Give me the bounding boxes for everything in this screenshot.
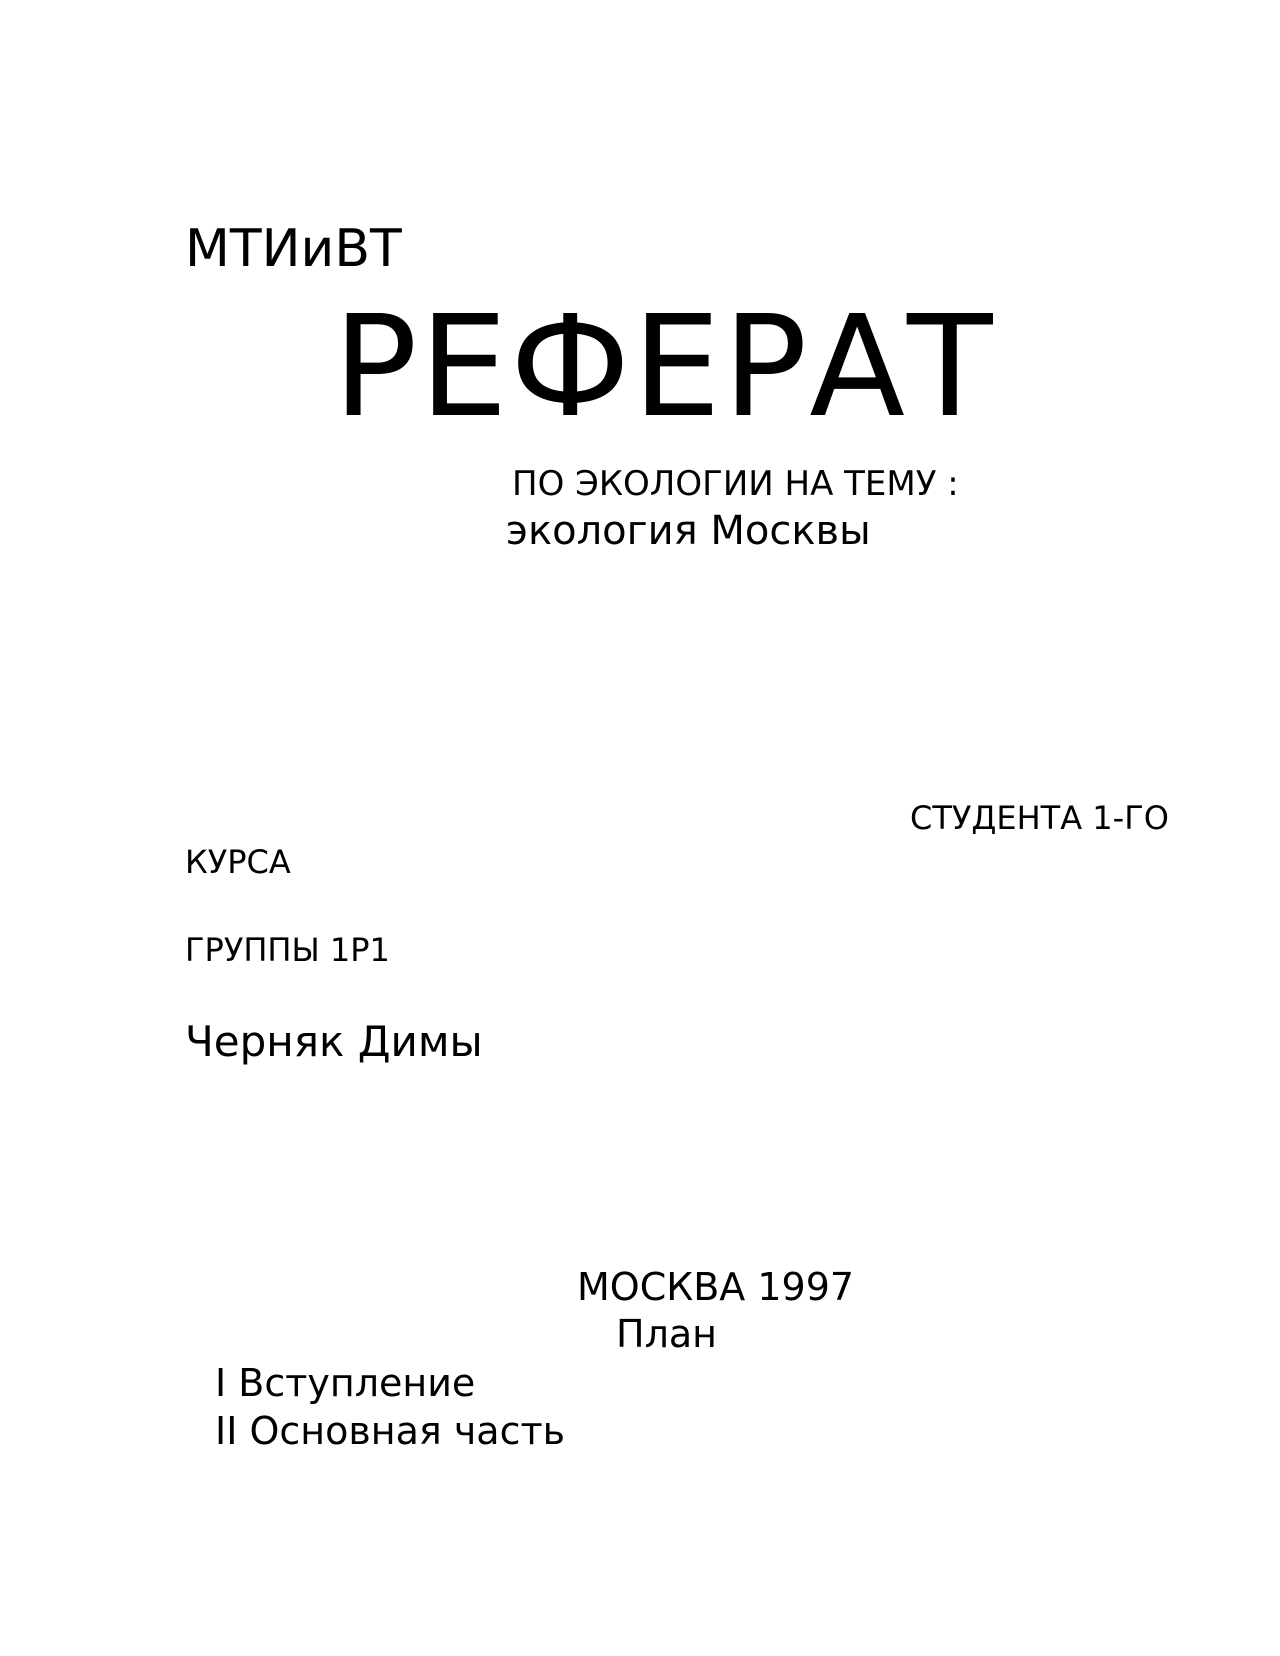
institute-name: МТИиВТ <box>185 219 402 279</box>
author-name: Черняк Димы <box>185 1017 483 1066</box>
student-line: СТУДЕНТА 1-ГО <box>910 799 1169 837</box>
course-line: КУРСА <box>185 843 291 881</box>
plan-title: План <box>616 1312 717 1356</box>
group-line: ГРУППЫ 1Р1 <box>185 931 390 969</box>
document-title: РЕФЕРАТ <box>333 286 995 449</box>
plan-item: II Основная часть <box>215 1409 566 1453</box>
plan-item: I Вступление <box>215 1361 476 1405</box>
city-year: МОСКВА 1997 <box>577 1265 855 1309</box>
document-subtitle: ПО ЭКОЛОГИИ НА ТЕМУ : <box>512 464 959 504</box>
document-topic: экология Москвы <box>506 508 871 554</box>
